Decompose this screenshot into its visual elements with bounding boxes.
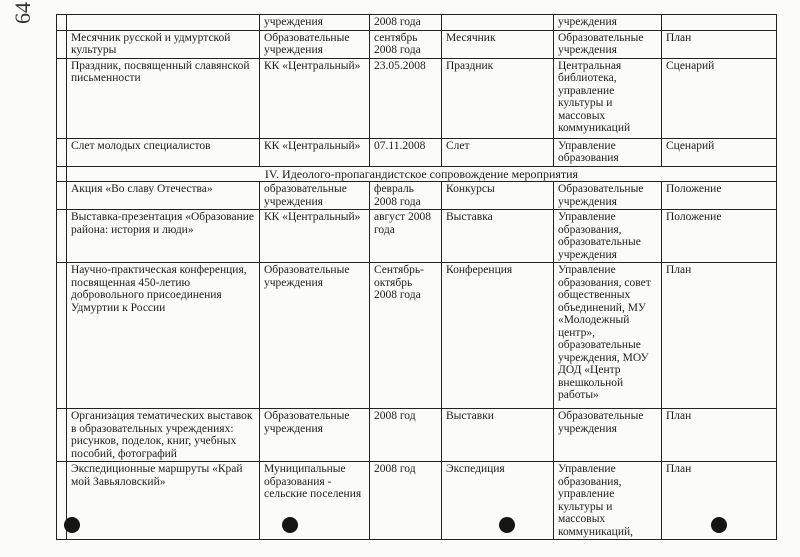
responsible-cell: Управление образования [554, 138, 662, 166]
events-table [56, 14, 777, 540]
event-name-cell: Слет молодых специалистов [67, 138, 260, 166]
event-name-cell: Научно-практическая конференция, посвященная 450-летию добровольного присоединения Удмуртии к России [67, 263, 260, 409]
location-cell: КК «Центральный» [260, 58, 370, 138]
responsible-cell: Управление образования, управление культуры и массовых коммуникаций, [554, 462, 662, 540]
binder-hole [499, 517, 515, 533]
responsible-cell: Управление образования, совет общественных объединений, МУ «Молодежный центр», образовательные учреждения, МОУ ДОД «Центр внешкольной работы» [554, 263, 662, 409]
table-row [57, 263, 777, 409]
date-cell: Сентябрь-октябрь 2008 года [370, 263, 442, 409]
binder-hole [711, 517, 727, 533]
binder-hole [64, 517, 80, 533]
table-row [57, 462, 777, 540]
document-cell: Сценарий [662, 138, 777, 166]
responsible-cell: Образовательные учреждения [554, 409, 662, 462]
responsible-cell: Образовательные учреждения [554, 182, 662, 210]
document-cell: План [662, 462, 777, 540]
responsible-cell: Управление образования, образовательные учреждения [554, 210, 662, 263]
event-name-cell [67, 15, 260, 31]
date-cell: 2008 год [370, 409, 442, 462]
location-cell: КК «Центральный» [260, 210, 370, 263]
location-cell: учреждения [260, 15, 370, 31]
table-row [57, 30, 777, 58]
event-name-cell: Праздник, посвященный славянской письменности [67, 58, 260, 138]
responsible-cell: Образовательные учреждения [554, 30, 662, 58]
responsible-cell: учреждения [554, 15, 662, 31]
event-name-cell: Экспедиционные маршруты «Край мой Завьяловский» [67, 462, 260, 540]
date-cell: 07.11.2008 [370, 138, 442, 166]
table-row [57, 58, 777, 138]
document-cell: План [662, 263, 777, 409]
document-cell: Положение [662, 182, 777, 210]
form-cell [442, 15, 554, 31]
date-cell: 2008 года [370, 15, 442, 31]
document-cell: План [662, 409, 777, 462]
table-row [57, 182, 777, 210]
document-cell: Положение [662, 210, 777, 263]
form-cell: Слет [442, 138, 554, 166]
event-name-cell: Организация тематических выставок в образовательных учреждениях: рисунков, поделок, книг, учебных пособий, фотографий [67, 409, 260, 462]
location-cell: КК «Центральный» [260, 138, 370, 166]
page-number: 64 [10, 2, 35, 24]
location-cell: Образовательные учреждения [260, 30, 370, 58]
responsible-cell: Центральная библиотека, управление культуры и массовых коммуникаций [554, 58, 662, 138]
location-cell: Образовательные учреждения [260, 263, 370, 409]
date-cell: сентябрь 2008 года [370, 30, 442, 58]
date-cell: август 2008 года [370, 210, 442, 263]
location-cell: Образовательные учреждения [260, 409, 370, 462]
date-cell: 2008 год [370, 462, 442, 540]
document-cell [662, 15, 777, 31]
table-row [57, 15, 777, 31]
table-row [57, 409, 777, 462]
section-row [57, 166, 777, 182]
form-cell: Месячник [442, 30, 554, 58]
binder-hole [282, 517, 298, 533]
form-cell: Выставки [442, 409, 554, 462]
event-name-cell: Акция «Во славу Отечества» [67, 182, 260, 210]
location-cell: Муниципальные образования - сельские поселения [260, 462, 370, 540]
form-cell: Выставка [442, 210, 554, 263]
table-row [57, 210, 777, 263]
date-cell: февраль 2008 года [370, 182, 442, 210]
event-name-cell: Месячник русской и удмуртской культуры [67, 30, 260, 58]
section-heading: IV. Идеолого-пропагандистское сопровождение мероприятия [67, 166, 777, 182]
table-row [57, 138, 777, 166]
form-cell: Конференция [442, 263, 554, 409]
location-cell: образовательные учреждения [260, 182, 370, 210]
document-cell: План [662, 30, 777, 58]
form-cell: Конкурсы [442, 182, 554, 210]
date-cell: 23.05.2008 [370, 58, 442, 138]
event-name-cell: Выставка-презентация «Образование района: история и люди» [67, 210, 260, 263]
document-cell: Сценарий [662, 58, 777, 138]
form-cell: Экспедиция [442, 462, 554, 540]
form-cell: Праздник [442, 58, 554, 138]
